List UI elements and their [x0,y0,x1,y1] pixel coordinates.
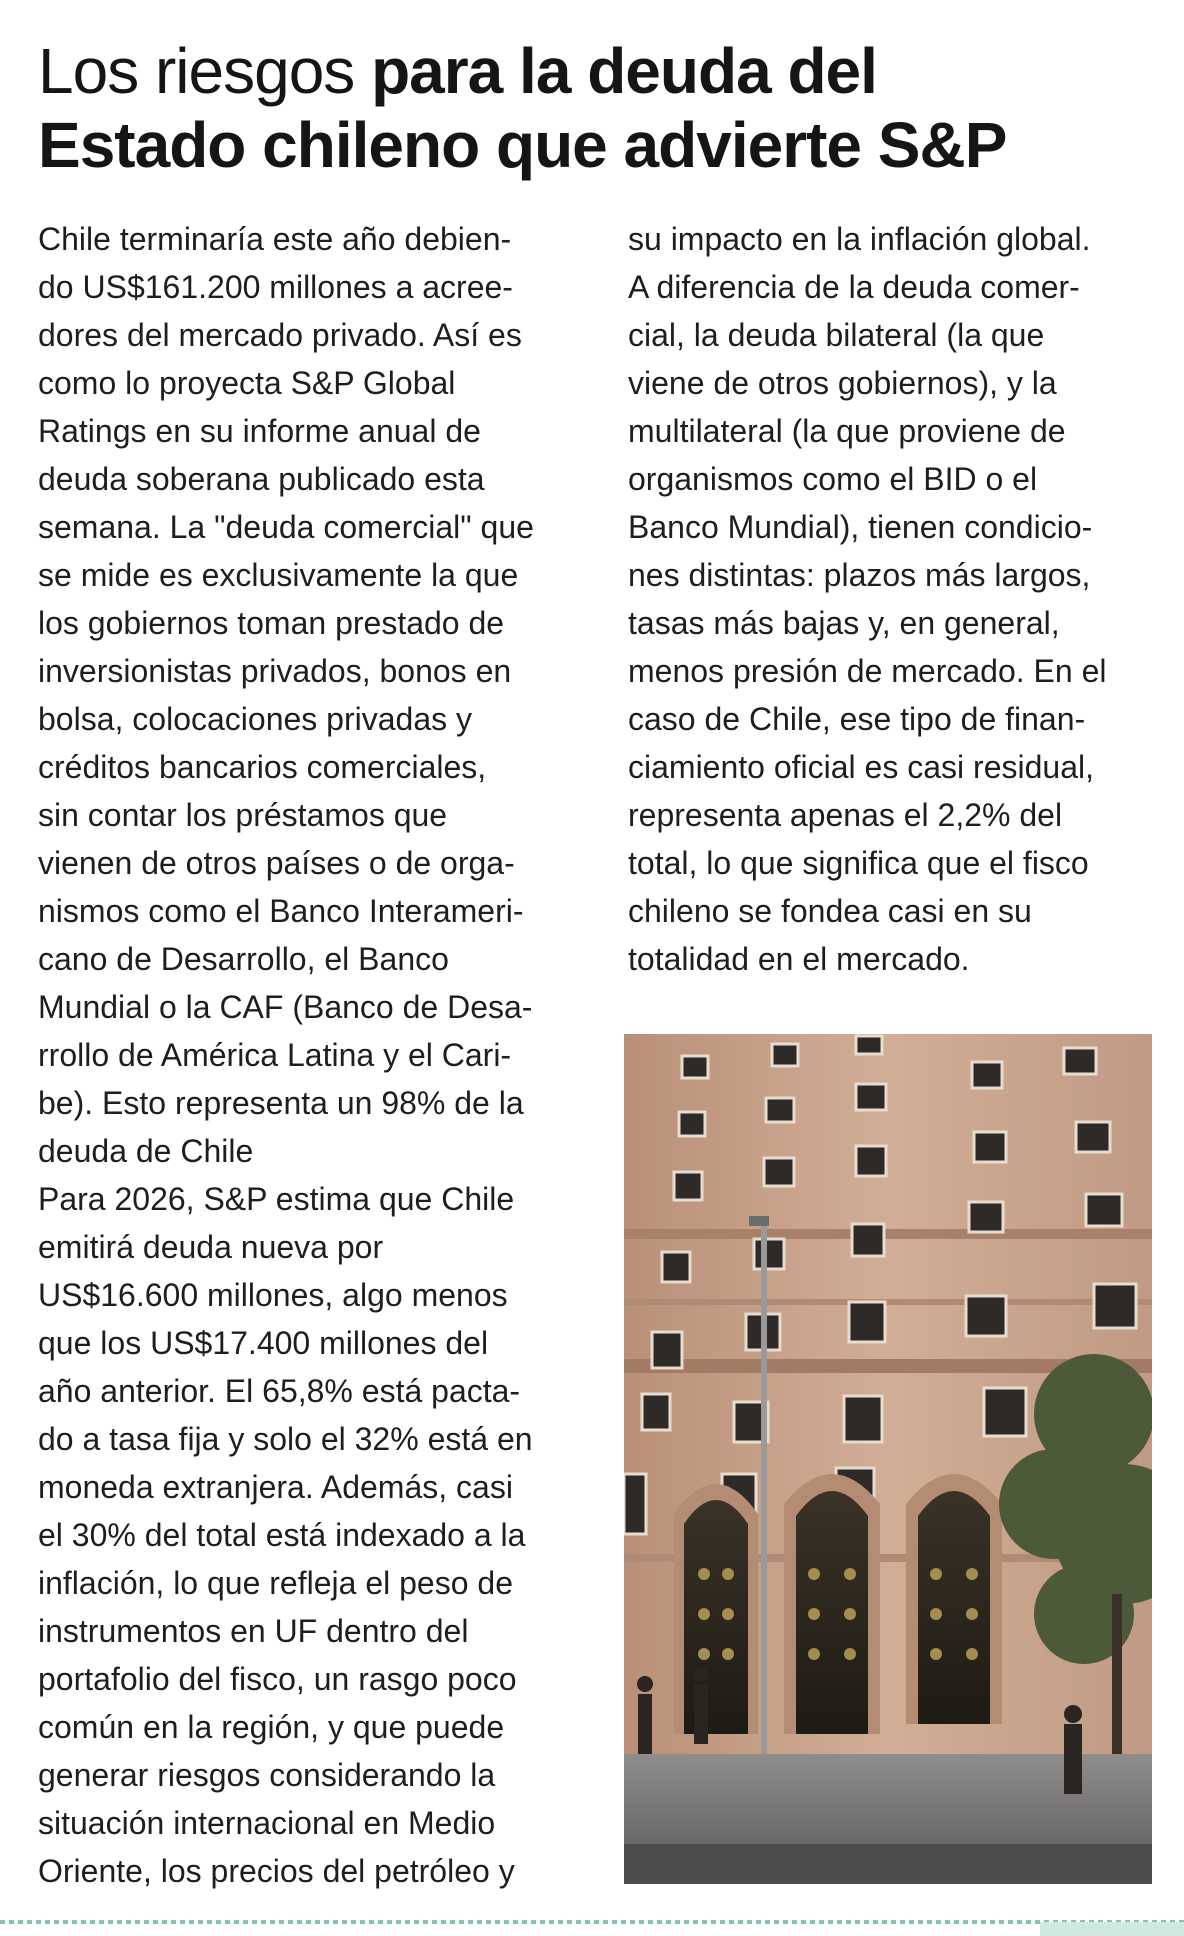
title-bold-part-2: Estado chileno que advierte S&P [38,109,1007,181]
title-light-part: Los riesgos [38,35,372,107]
left-column-text: Chile terminaría este año debien- do US$161.200 millones a acree- dores del mercado privado. Así es como lo proyecta S&P Global Ratings en su informe anual de deuda soberana publicado esta semana. La "deuda comercial" que se mide es exclusivamente la que los gobiernos toman prestado de inversionistas privados, bonos en bolsa, colocaciones privadas y créditos bancarios comerciales, sin contar los préstamos que vienen de otros países o de orga- nismos como el Banco Interameri- cano de Desarrollo, el Banco Mundial o la CAF (Banco de Desa- rrollo de América Latina y el Cari- be). Esto representa un 98% de la deuda de Chile Para 2026, S&P estima que Chile emitirá deuda nueva por US$16.600 millones, algo menos que los US$17.400 millones del año anterior. El 65,8% está pacta- do a tasa fija y solo el 32% está en moneda extranjera. Además, casi el 30% del total está indexado a la inflación, lo que refleja el peso de instrumentos en UF dentro del portafolio del fisco, un rasgo poco común en la región, y que puede generar riesgos considerando la situación internacional en Medio Oriente, los precios del petróleo y [38,221,534,1889]
right-column [628,215,1158,983]
building-photo [624,1034,1152,1884]
article-title [38,34,1138,182]
bottom-dotted-divider [0,1918,1184,1936]
bottom-accent-bar [1040,1922,1184,1936]
title-bold-part-1: para la deuda del [371,35,877,107]
right-column-text: su impacto en la inflación global. A diferencia de la deuda comer- cial, la deuda bilateral (la que viene de otros gobiernos), y la multilateral (la que proviene de organismos como el BID o el Banco Mundial), tienen condicio- nes distintas: plazos más largos, tasas más bajas y, en general, menos presión de mercado. En el caso de Chile, ese tipo de finan- ciamiento oficial es casi residual, representa apenas el 2,2% del total, lo que significa que el fisco chileno se fondea casi en su totalidad en el mercado. [628,221,1107,977]
left-column [38,215,583,1895]
